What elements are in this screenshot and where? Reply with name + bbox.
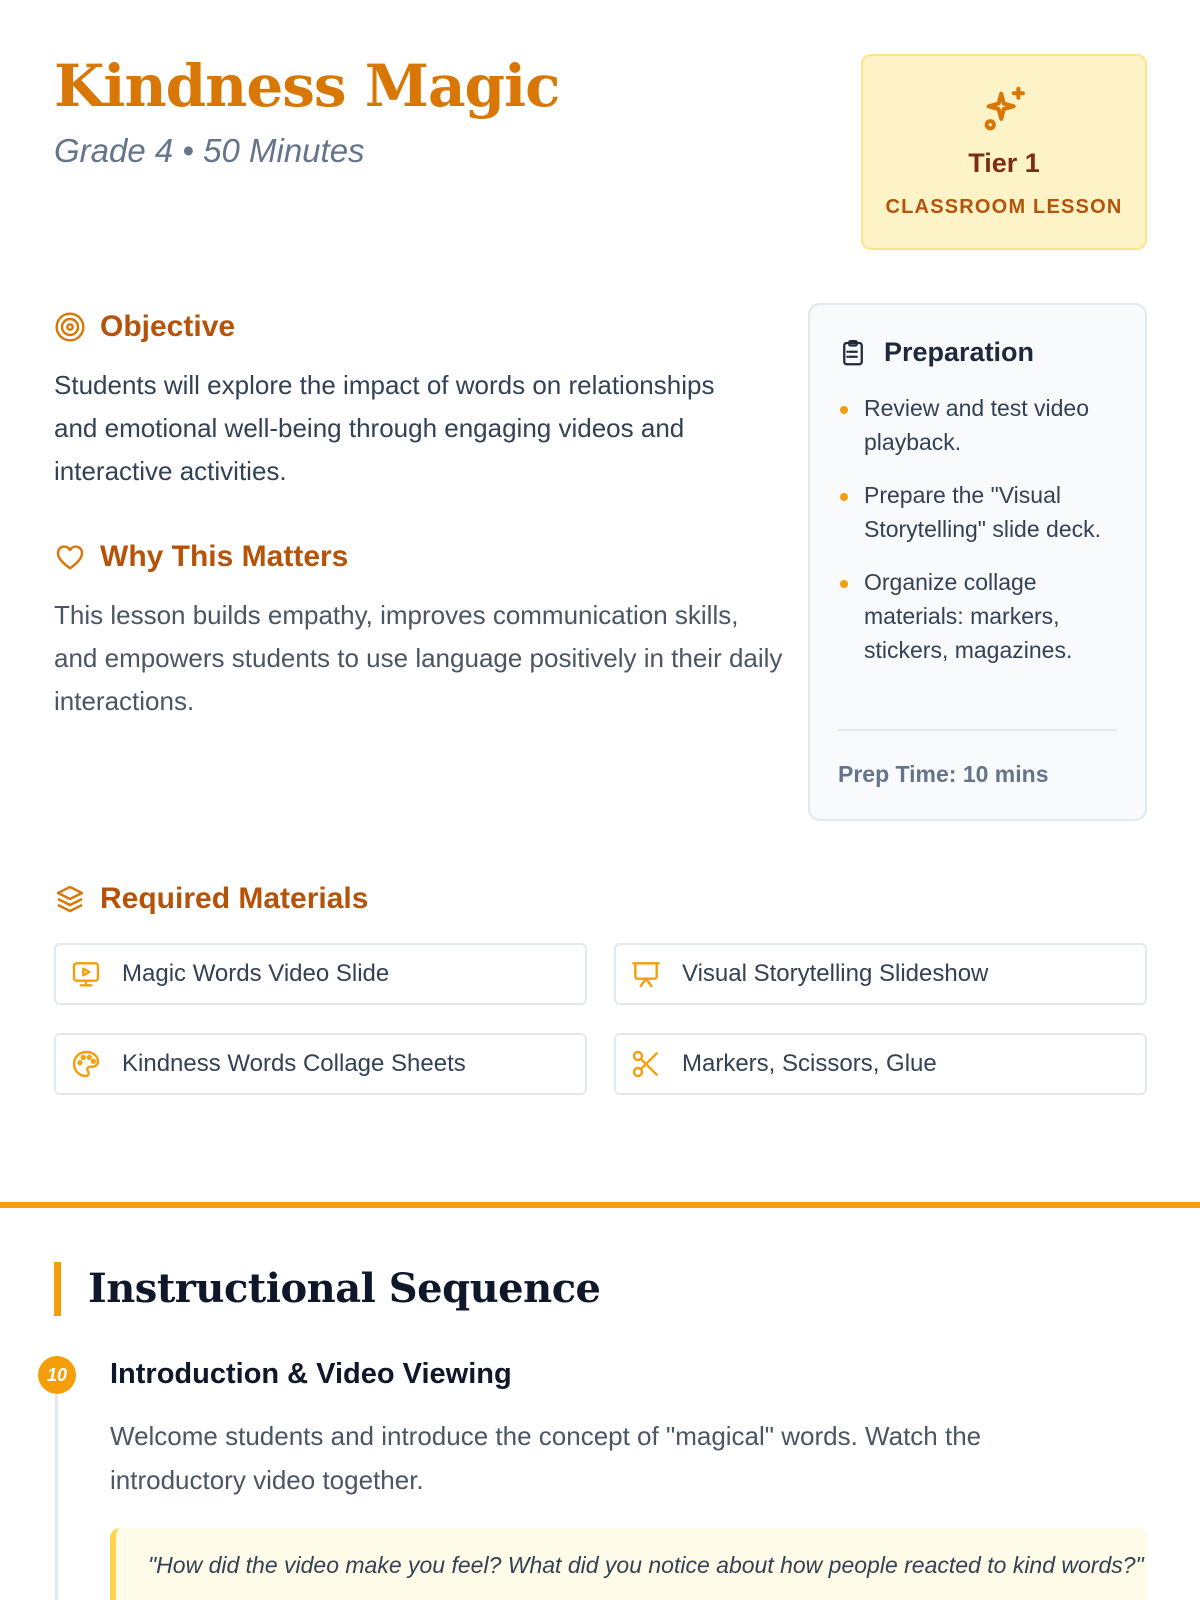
lesson-subtitle: Grade 4 • 50 Minutes [54, 132, 365, 169]
tier-title: Tier 1 [968, 148, 1040, 178]
list-item [838, 478, 1128, 546]
sparkles-icon [979, 82, 1033, 136]
discussion-quote: "How did the video make you feel? What did you notice about how people reacted to kind words?" [110, 1528, 1147, 1600]
materials-heading [54, 882, 368, 916]
bullet-dot [840, 580, 848, 588]
material-item [54, 943, 587, 1005]
why-title: Why This Matters [100, 540, 349, 573]
preparation-list [838, 391, 1128, 686]
why-text: This lesson builds empathy, improves communication skills, and empowers students to use language positively in their daily interactions. [54, 600, 783, 716]
preparation-title: Preparation [884, 337, 1035, 367]
clipboard-icon [838, 338, 868, 368]
why-heading [54, 540, 348, 574]
material-item [54, 1033, 587, 1095]
palette-icon [70, 1048, 102, 1080]
material-label: Kindness Words Collage Sheets [122, 1050, 466, 1077]
step-description: Welcome students and introduce the concept of "magical" words. Watch the introductory video together. [110, 1421, 982, 1495]
bullet-dot [840, 493, 848, 501]
bullet-dot [840, 406, 848, 414]
layers-icon [54, 883, 86, 915]
material-item [614, 1033, 1147, 1095]
heading-accent-bar [54, 1262, 61, 1316]
lesson-title: Kindness Magic [54, 52, 560, 120]
divider [838, 729, 1117, 731]
list-item [838, 391, 1128, 459]
material-label: Markers, Scissors, Glue [682, 1050, 937, 1077]
tier-card [861, 54, 1147, 250]
monitor-play-icon [70, 958, 102, 990]
preparation-item-text: Review and test video playback. [864, 395, 1090, 455]
scissors-icon [630, 1048, 662, 1080]
material-label: Visual Storytelling Slideshow [682, 960, 989, 987]
prep-time: Prep Time: 10 mins [838, 761, 1049, 787]
objective-heading [54, 310, 235, 344]
tier-subtitle: CLASSROOM LESSON [885, 196, 1123, 218]
preparation-item-text: Prepare the "Visual Storytelling" slide deck. [864, 482, 1101, 542]
step-title: Introduction & Video Viewing [110, 1358, 512, 1390]
objective-text: Students will explore the impact of words on relationships and emotional well-being through engaging videos and interactive activities. [54, 370, 715, 486]
objective-title: Objective [100, 310, 236, 343]
timeline-line [55, 1394, 58, 1600]
material-item [614, 943, 1147, 1005]
step-minutes-badge: 10 [38, 1356, 76, 1394]
preparation-card [808, 303, 1147, 821]
material-label: Magic Words Video Slide [122, 960, 390, 987]
target-icon [54, 311, 86, 343]
preparation-item-text: Organize collage materials: markers, stickers, magazines. [864, 569, 1073, 663]
heart-icon [54, 541, 86, 573]
section-divider [0, 1202, 1200, 1208]
materials-title: Required Materials [100, 882, 369, 915]
lesson-header [54, 50, 559, 170]
presentation-icon [630, 958, 662, 990]
sequence-title: Instructional Sequence [88, 1265, 601, 1312]
preparation-heading [838, 337, 1034, 368]
list-item [838, 565, 1128, 667]
